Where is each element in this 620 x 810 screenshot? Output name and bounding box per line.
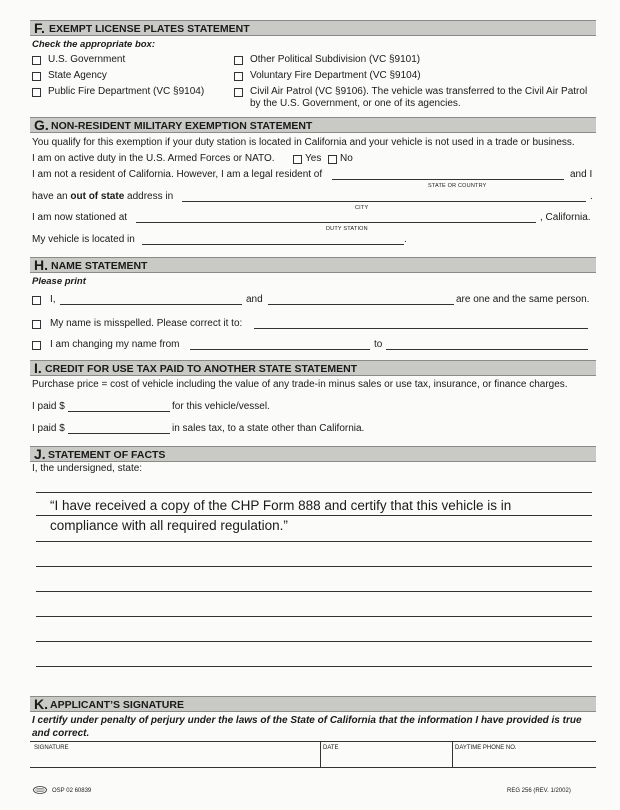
section-i-title: CREDIT FOR USE TAX PAID TO ANOTHER STATE STATEMENT [45, 363, 358, 375]
facts-line-1[interactable] [36, 492, 592, 493]
section-h-header [30, 257, 596, 273]
checkbox-other-political[interactable] [234, 56, 243, 65]
signature-top-rule [30, 741, 596, 742]
divider-phone [452, 742, 453, 768]
purchase-price-text: Purchase price = cost of vehicle including the value of any trade-in minus sales or use tax, insurance, or finance charges. [32, 379, 568, 390]
divider-date [320, 742, 321, 768]
row1-i: I, [50, 294, 56, 305]
signature-field[interactable] [30, 767, 596, 768]
section-j-header [30, 446, 596, 462]
checkbox-yes[interactable] [293, 155, 302, 164]
paid2-end: in sales tax, to a state other than California. [172, 423, 365, 434]
located-in-text: My vehicle is located in [32, 234, 135, 245]
label-civil-air-patrol: Civil Air Patrol (VC §9106). The vehicle was transferred to the Civil Air Patrol [250, 86, 588, 97]
section-g-title: NON-RESIDENT MILITARY EXEMPTION STATEMENT [51, 120, 313, 132]
checkbox-misspelled[interactable] [32, 320, 41, 329]
checkbox-public-fire-dept[interactable] [32, 88, 41, 97]
city-field[interactable] [182, 201, 586, 202]
facts-line-5[interactable] [36, 591, 592, 592]
state-country-field[interactable] [332, 179, 564, 180]
corrected-name-field[interactable] [254, 328, 588, 329]
label-other-political: Other Political Subdivision (VC §9101) [250, 54, 421, 65]
and-i-text: and I [570, 169, 593, 180]
section-i-letter: I. [34, 360, 42, 376]
city-caption: CITY [355, 205, 369, 211]
out-of-state: out of state [70, 191, 125, 202]
section-k-header [30, 696, 596, 712]
section-k-title: APPLICANT’S SIGNATURE [50, 699, 184, 711]
statement-line-2: compliance with all required regulation.” [50, 518, 288, 533]
row1-end: are one and the same person. [456, 294, 590, 305]
label-state-agency: State Agency [48, 70, 107, 81]
facts-line-4[interactable] [36, 566, 592, 567]
checkbox-same-person[interactable] [32, 296, 41, 305]
duty-station-field[interactable] [136, 222, 536, 223]
paid2-text: I paid $ [32, 423, 65, 434]
phone-label: DAYTIME PHONE NO. [455, 745, 517, 751]
label-civil-air-patrol-cont: by the U.S. Government, or one of its agencies. [250, 98, 461, 109]
osp-logo-icon [33, 786, 47, 794]
certify-line-1: I certify under penalty of perjury under the laws of the State of California that the information I have provided is true [32, 715, 582, 726]
period-2: . [404, 234, 407, 245]
duty-station-caption: DUTY STATION [326, 226, 368, 232]
facts-line-2[interactable] [36, 515, 592, 516]
checkbox-civil-air-patrol[interactable] [234, 88, 243, 97]
label-voluntary-fire: Voluntary Fire Department (VC §9104) [250, 70, 421, 81]
vehicle-location-field[interactable] [142, 244, 404, 245]
section-j-title: STATEMENT OF FACTS [48, 449, 166, 461]
footer-right: REG 256 (REV. 1/2002) [507, 788, 571, 794]
facts-line-3[interactable] [36, 541, 592, 542]
stationed-at-text: I am now stationed at [32, 212, 128, 223]
california-text: , California. [540, 212, 591, 223]
address-in: address in [127, 191, 174, 202]
checkbox-voluntary-fire[interactable] [234, 72, 243, 81]
name1-field[interactable] [60, 304, 242, 305]
section-g-letter: G. [34, 117, 49, 133]
checkbox-us-government[interactable] [32, 56, 41, 65]
section-g-header [30, 117, 596, 133]
name2-field[interactable] [268, 304, 454, 305]
paid-vehicle-field[interactable] [68, 411, 170, 412]
paid-tax-field[interactable] [68, 433, 170, 434]
date-label: DATE [323, 745, 339, 751]
statement-line-1: “I have received a copy of the CHP Form 888 and certify that this vehicle is in [50, 498, 512, 513]
checkbox-state-agency[interactable] [32, 72, 41, 81]
row2-text: My name is misspelled. Please correct it to: [50, 318, 243, 329]
section-k-letter: K. [34, 696, 48, 712]
signature-label: SIGNATURE [34, 745, 69, 751]
state-country-caption: STATE OR COUNTRY [428, 183, 487, 189]
section-f-instruction: Check the appropriate box: [32, 39, 155, 50]
section-i-header [30, 360, 596, 376]
section-j-letter: J. [34, 446, 46, 462]
section-f-letter: F. [34, 20, 45, 36]
period-1: . [590, 191, 593, 202]
have-an: have an [32, 191, 68, 202]
row3-text: I am changing my name from [50, 339, 180, 350]
section-f-header [30, 20, 596, 36]
facts-line-7[interactable] [36, 641, 592, 642]
section-g-intro: You qualify for this exemption if your duty station is located in California and your vehicle is not used in a trade or business. [32, 137, 575, 148]
facts-line-6[interactable] [36, 616, 592, 617]
row3-to: to [374, 339, 383, 350]
section-h-letter: H. [34, 257, 48, 273]
footer-left: OSP 02 60839 [52, 788, 92, 794]
paid1-text: I paid $ [32, 401, 65, 412]
checkbox-changing-name[interactable] [32, 341, 41, 350]
have-an-text [32, 191, 173, 202]
undersigned-text: I, the undersigned, state: [32, 463, 143, 474]
label-us-government: U.S. Government [48, 54, 126, 65]
old-name-field[interactable] [190, 349, 370, 350]
label-public-fire-dept: Public Fire Department (VC §9104) [48, 86, 205, 97]
paid1-end: for this vehicle/vessel. [172, 401, 270, 412]
label-no: No [340, 153, 353, 164]
not-resident-text: I am not a resident of California. However, I am a legal resident of [32, 169, 323, 180]
label-yes: Yes [305, 153, 322, 164]
facts-line-8[interactable] [36, 666, 592, 667]
certify-line-2: and correct. [32, 728, 90, 739]
checkbox-no[interactable] [328, 155, 337, 164]
new-name-field[interactable] [386, 349, 588, 350]
row1-and: and [246, 294, 263, 305]
section-h-instruction: Please print [32, 276, 86, 287]
active-duty-text: I am on active duty in the U.S. Armed Forces or NATO. [32, 153, 275, 164]
section-f-title: EXEMPT LICENSE PLATES STATEMENT [49, 23, 250, 35]
section-h-title: NAME STATEMENT [51, 260, 148, 272]
